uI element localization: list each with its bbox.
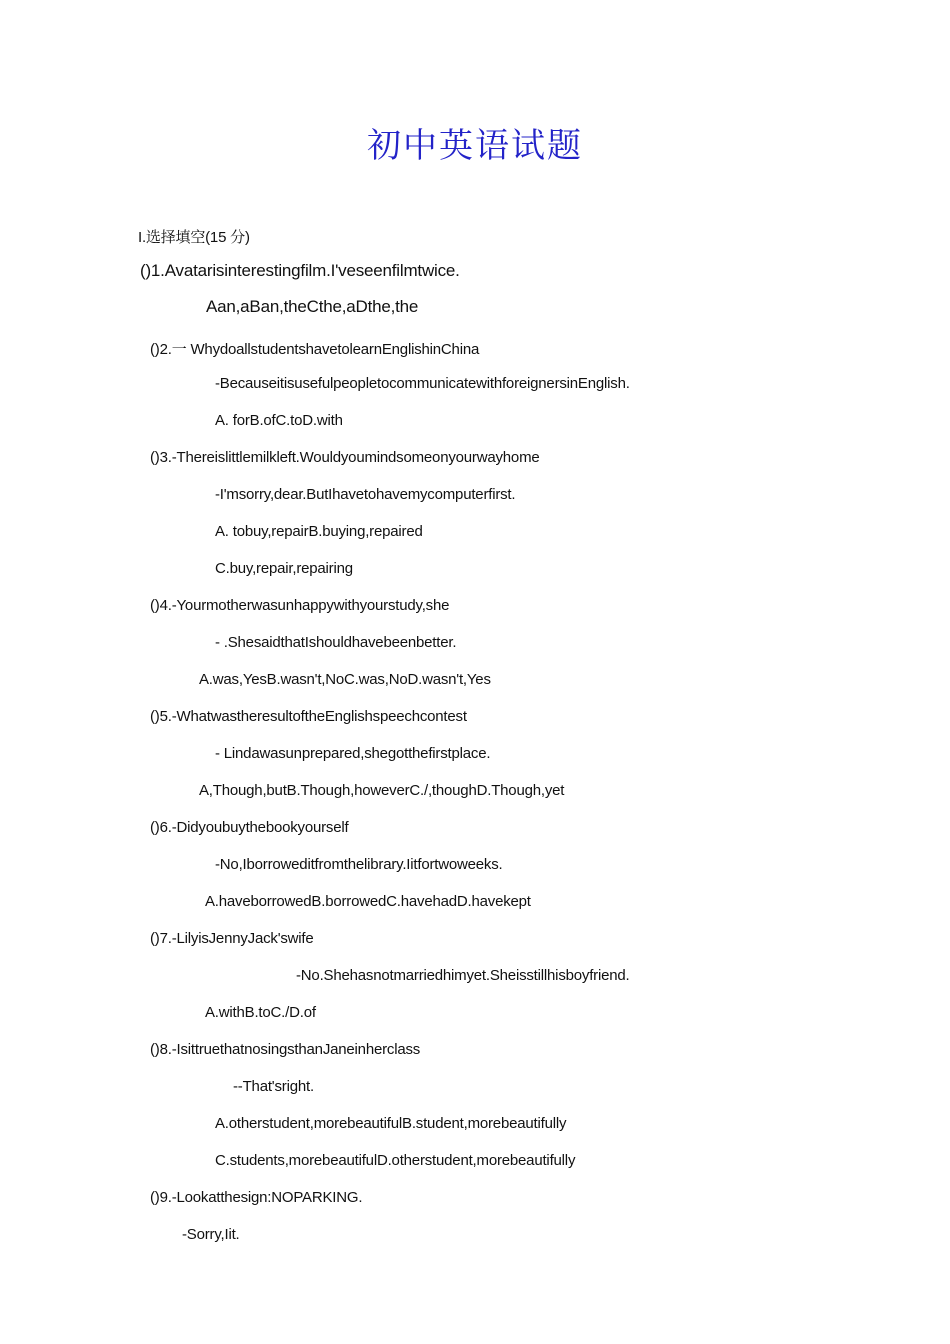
question-2: ()2.一 WhydoallstudentshavetolearnEnglishinChina bbox=[150, 341, 480, 358]
question-2-answer: -BecauseitisusefulpeopletocommunicatewithforeignersinEnglish. bbox=[215, 375, 630, 392]
question-7-options: A.withB.toC./D.of bbox=[205, 1004, 316, 1021]
question-3: ()3.-Thereislittlemilkleft.Wouldyoumindsomeonyourwayhome bbox=[150, 449, 540, 466]
question-8: ()8.-IsittruethatnosingsthanJaneinherclass bbox=[150, 1041, 421, 1058]
question-4-answer: - .ShesaidthatIshouldhavebeenbetter. bbox=[215, 634, 457, 651]
question-8-options-cd: C.students,morebeautifulD.otherstudent,morebeautifully bbox=[215, 1152, 576, 1169]
question-7: ()7.-LilyisJennyJack'swife bbox=[150, 930, 314, 947]
question-3-options-c: C.buy,repair,repairing bbox=[215, 560, 353, 577]
question-5-answer: - Lindawasunprepared,shegotthefirstplace. bbox=[215, 745, 491, 762]
question-6: ()6.-Didyoubuythebookyourself bbox=[150, 819, 349, 836]
section-heading: I.选择填空(15 分) bbox=[138, 229, 250, 246]
question-3-answer: -I'msorry,dear.ButIhavetohavemycomputerfirst. bbox=[215, 486, 516, 503]
question-9-answer: -Sorry,Iit. bbox=[182, 1226, 240, 1243]
question-9: ()9.-Lookatthesign:NOPARKING. bbox=[150, 1189, 363, 1206]
question-7-answer: -No.Shehasnotmarriedhimyet.Sheisstillhisboyfriend. bbox=[296, 967, 630, 984]
question-5: ()5.-WhatwastheresultoftheEnglishspeechcontest bbox=[150, 708, 467, 725]
question-1-options: Aan,aBan,theCthe,aDthe,the bbox=[206, 297, 419, 316]
page-title: 初中英语试题 bbox=[367, 126, 583, 166]
question-8-answer: --That'sright. bbox=[233, 1078, 314, 1095]
question-6-answer: -No,Iborroweditfromthelibrary.Iitfortwoweeks. bbox=[215, 856, 503, 873]
question-4-options: A.was,YesB.wasn't,NoC.was,NoD.wasn't,Yes bbox=[199, 671, 491, 688]
question-2-options: A. forB.ofC.toD.with bbox=[215, 412, 343, 429]
question-8-options-ab: A.otherstudent,morebeautifulB.student,morebeautifully bbox=[215, 1115, 567, 1132]
question-5-options: A,Though,butB.Though,howeverC./,thoughD.Though,yet bbox=[199, 782, 565, 799]
question-3-options-ab: A. tobuy,repairB.buying,repaired bbox=[215, 523, 423, 540]
question-1: ()1.Avatarisinterestingfilm.I'veseenfilmtwice. bbox=[140, 261, 460, 280]
question-6-options: A.haveborrowedB.borrowedC.havehadD.havekept bbox=[205, 893, 531, 910]
question-4: ()4.-Yourmotherwasunhappywithyourstudy,she bbox=[150, 597, 450, 614]
